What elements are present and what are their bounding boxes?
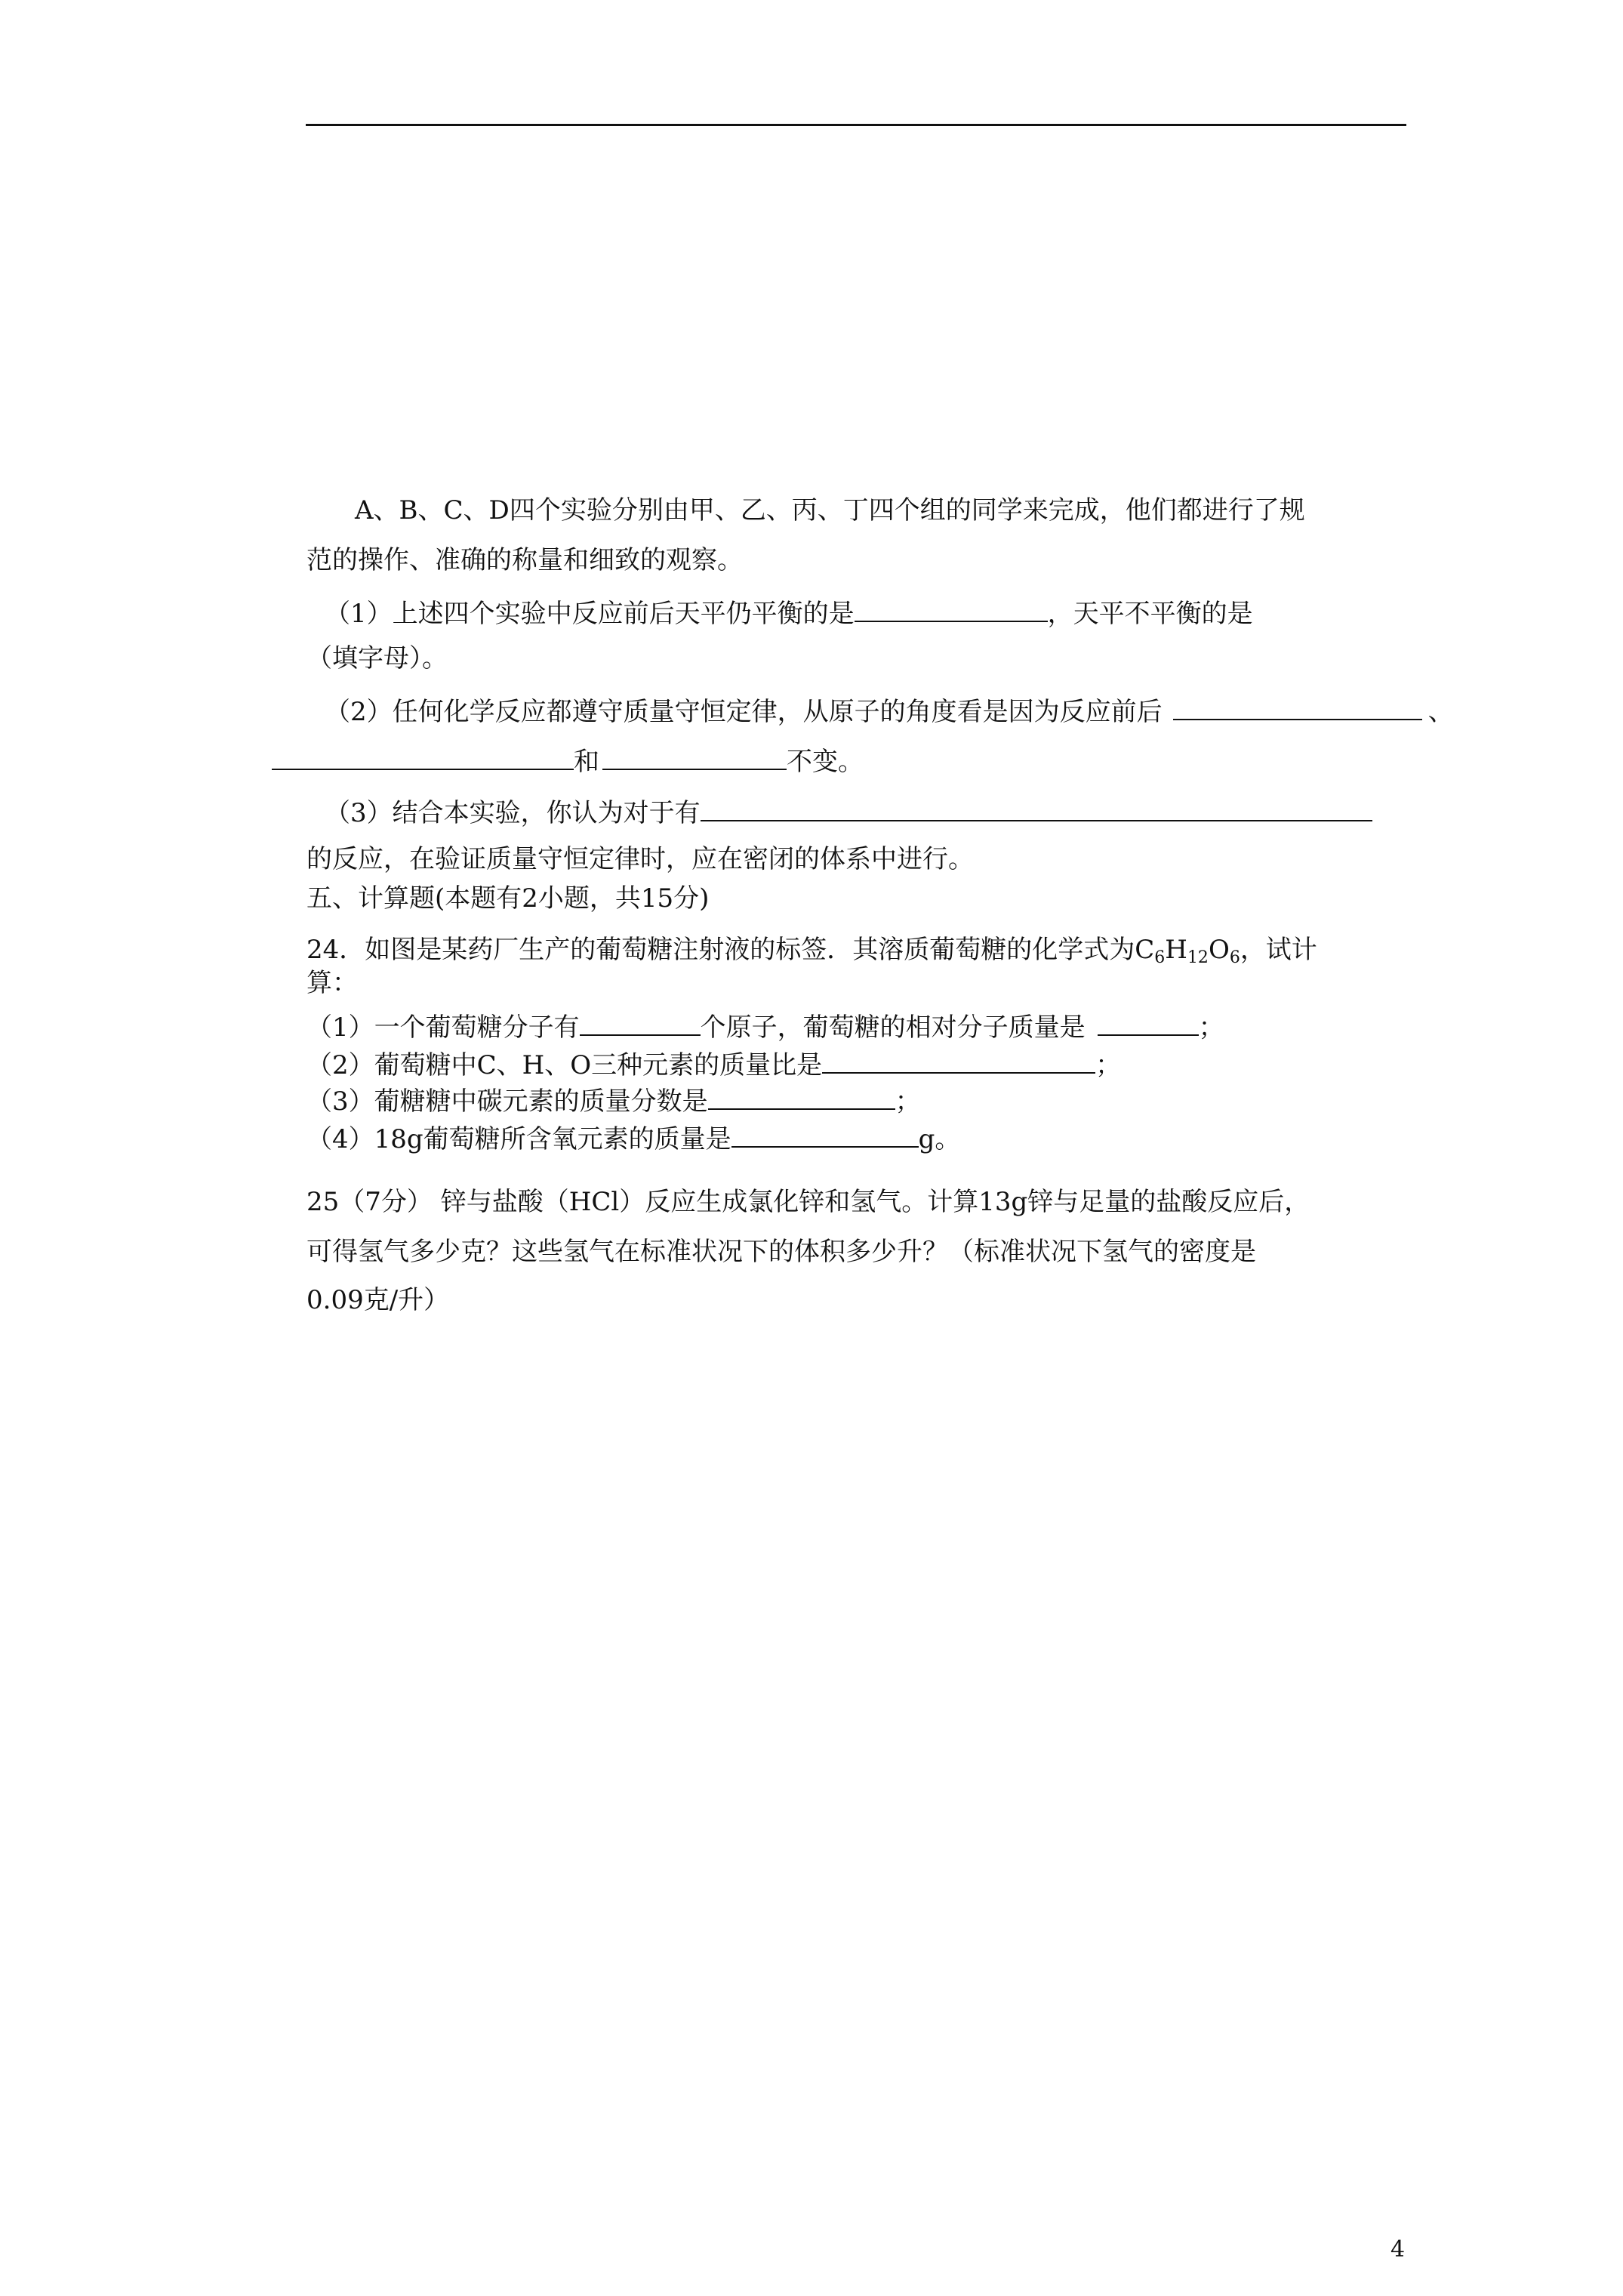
section-heading-calc: 五、计算题(本题有2小题，共15分) [306, 883, 710, 914]
question-25-line-1: 25（7分） 锌与盐酸（HCl）反应生成氯化锌和氢气。计算13g锌与足量的盐酸反应后， [306, 1187, 1310, 1217]
q24-part-2 [306, 1046, 1121, 1080]
intro-line-1: A、B、C、D四个实验分别由甲、乙、丙、丁四个组的同学来完成，他们都进行了规 [355, 495, 1305, 525]
q1-line-2: （填字母）。 [306, 643, 448, 673]
question-25-line-2: 可得氢气多少克？这些氢气在标准状况下的体积多少升？（标准状况下氢气的密度是 [306, 1237, 1256, 1267]
q24-p4-end: g。 [918, 1124, 961, 1154]
formula-sub-c: 6 [1154, 948, 1166, 967]
q24-p1-end: ； [1198, 1012, 1224, 1043]
q2-end: 不变。 [787, 747, 864, 777]
question-25-line-3: 0.09克/升） [306, 1285, 450, 1315]
q24-p4-text: （4）18g葡萄糖所含氧元素的质量是 [306, 1124, 731, 1154]
q2-and: 和 [574, 747, 599, 777]
q24-blank-fraction[interactable] [708, 1083, 895, 1110]
header-rule [306, 124, 1406, 126]
q24-p1-text: （1）一个葡萄糖分子有 [306, 1012, 580, 1043]
q24-blank-oxygen[interactable] [731, 1120, 919, 1148]
q2-blank-2[interactable] [272, 743, 574, 770]
q24-part-4 [306, 1120, 960, 1154]
q24-p2-text: （2）葡萄糖中C、H、O三种元素的质量比是 [306, 1050, 823, 1080]
question-24 [306, 935, 1317, 973]
page-number: 4 [1390, 2236, 1406, 2263]
q2-line-2 [272, 743, 864, 777]
q2-text: （2）任何化学反应都遵守质量守恒定律，从原子的角度看是因为反应前后 [325, 697, 1163, 727]
q24-p3-text: （3）葡糖糖中碳元素的质量分数是 [306, 1086, 708, 1117]
formula-sub-o: 6 [1229, 948, 1240, 967]
q24-p1-text-2: 个原子，葡萄糖的相对分子质量是 [700, 1012, 1086, 1043]
q24-blank-mass[interactable] [1098, 1009, 1199, 1036]
formula-o: O [1208, 935, 1230, 965]
intro-line-2: 范的操作、准确的称量和细致的观察。 [306, 545, 743, 575]
q24-blank-atoms[interactable] [580, 1009, 701, 1036]
q24-blank-ratio[interactable] [822, 1046, 1095, 1074]
formula-sub-h: 12 [1187, 948, 1209, 967]
question-3 [325, 794, 1372, 828]
q3-blank[interactable] [701, 794, 1372, 821]
q2-blank-1[interactable] [1173, 693, 1422, 720]
q24-part-1 [306, 1009, 1224, 1043]
q24-tail: ，试计 [1240, 935, 1317, 965]
q1-blank-balanced[interactable] [855, 595, 1048, 622]
q24-p2-end: ； [1095, 1050, 1122, 1080]
q2-separator: 、 [1427, 697, 1454, 727]
q3-line-2: 的反应，在验证质量守恒定律时，应在密闭的体系中进行。 [306, 844, 974, 874]
q1-text: （1）上述四个实验中反应前后天平仍平衡的是 [325, 599, 855, 629]
q3-text: （3）结合本实验，你认为对于有 [325, 798, 701, 828]
q2-blank-3[interactable] [602, 743, 787, 770]
formula-h: H [1165, 935, 1187, 965]
q24-text: 24．如图是某药厂生产的葡萄糖注射液的标签．其溶质葡萄糖的化学式为C [306, 935, 1155, 965]
q24-line-2: 算： [306, 968, 358, 998]
q1-text-2: ，天平不平衡的是 [1047, 599, 1253, 629]
q24-p3-end: ； [895, 1086, 921, 1117]
question-2 [325, 693, 1454, 727]
q24-part-3 [306, 1083, 921, 1117]
question-1 [325, 595, 1253, 629]
